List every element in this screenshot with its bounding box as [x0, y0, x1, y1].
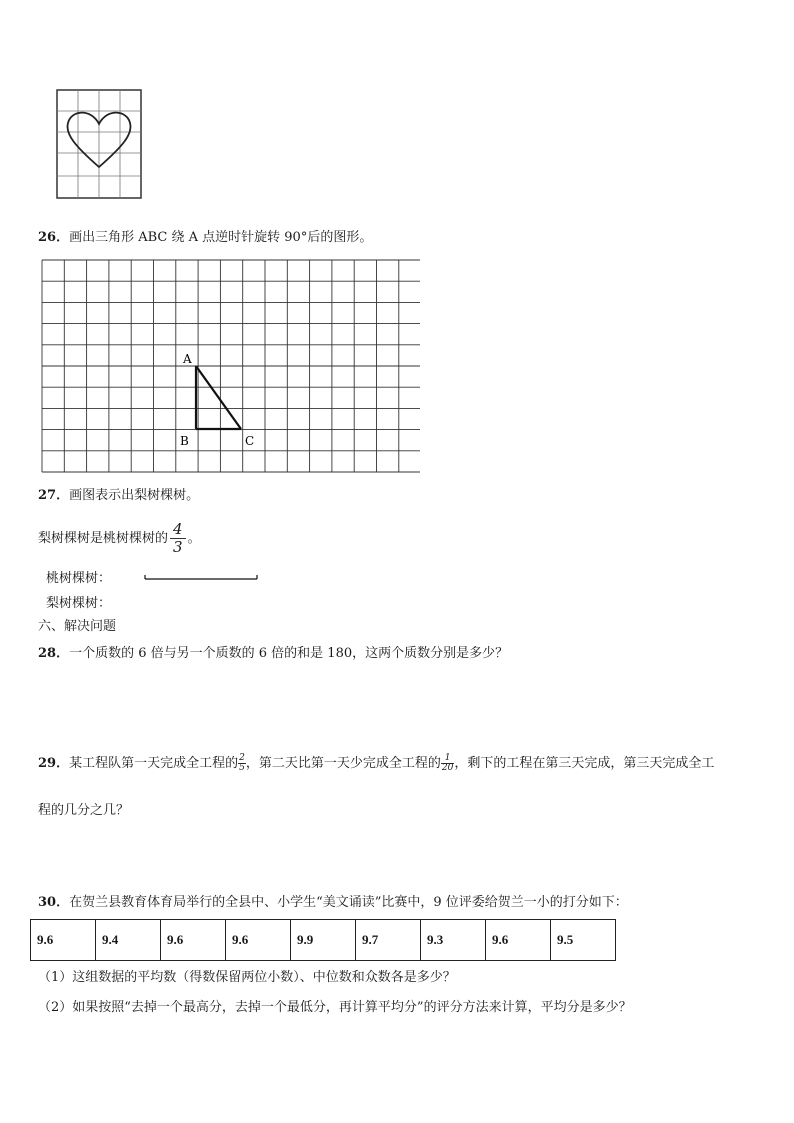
fraction-one-twentieth	[441, 754, 454, 773]
peach-tree-segment	[142, 572, 260, 582]
score-cell: 9.6	[161, 920, 226, 961]
table-row	[31, 920, 616, 961]
fraction-denominator: 5	[239, 763, 245, 773]
peach-tree-row	[46, 567, 111, 586]
fraction-denominator: 20	[441, 763, 454, 773]
score-cell: 9.4	[96, 920, 161, 961]
triangle-side-ac	[196, 366, 241, 429]
score-cell: 9.9	[291, 920, 356, 961]
triangle-grid	[40, 258, 420, 475]
heart-grid-figure	[55, 88, 145, 202]
question-number: 26．	[38, 230, 70, 245]
fraction-denominator: 3	[173, 538, 183, 556]
score-cell: 9.6	[31, 920, 96, 961]
question-number: 27．	[38, 488, 70, 503]
q27-statement	[38, 517, 201, 561]
question-text: 画出三角形 ABC 绕 A 点逆时针旋转 90°后的图形。	[69, 230, 373, 245]
fraction-numerator: 1	[441, 754, 454, 764]
scores-table	[30, 919, 616, 961]
q30-sub2: （2）如果按照“去掉一个最高分，去掉一个最低分，再计算平均分”的评分方法来计算，平均分是多少？	[38, 1000, 632, 1015]
question-number: 28．	[38, 646, 70, 661]
statement-prefix: 梨树棵树是桃树棵树的	[38, 531, 169, 546]
peach-tree-label: 桃树棵树：	[46, 571, 112, 586]
question-number: 29．	[38, 756, 70, 771]
point-a-label: A	[183, 352, 192, 366]
score-cell: 9.6	[486, 920, 551, 961]
question-number: 30．	[38, 895, 70, 910]
pear-tree-row	[46, 592, 111, 611]
point-b-label: B	[180, 434, 189, 448]
fraction-two-fifths	[238, 754, 246, 773]
score-cell: 9.7	[356, 920, 421, 961]
question-27	[38, 487, 199, 505]
question-text: 在贺兰县教育体育局举行的全县中、小学生“美文诵读”比赛中，9 位评委给贺兰一小的打分如下：	[69, 895, 628, 910]
q29-part1: 某工程队第一天完成全工程的	[69, 756, 239, 771]
q29-part2: ，第二天比第一天少完成全工程的	[245, 756, 441, 771]
section-title: 六、解决问题	[38, 619, 117, 634]
question-text: 一个质数的 6 倍与另一个质数的 6 倍的和是 180，这两个质数分别是多少？	[69, 646, 509, 661]
q29-line2: 程的几分之几？	[38, 803, 130, 818]
pear-tree-label: 梨树棵树：	[46, 596, 112, 611]
question-text: 画图表示出梨树棵树。	[69, 488, 200, 503]
score-cell: 9.6	[226, 920, 291, 961]
question-30	[38, 894, 628, 912]
question-29	[38, 752, 714, 776]
fraction-four-thirds	[168, 521, 188, 556]
fraction-numerator: 2	[239, 753, 245, 763]
q29-part3: ，剩下的工程在第三天完成，第三天完成全工	[454, 756, 715, 771]
point-c-label: C	[245, 434, 255, 448]
fraction-numerator: 4	[170, 521, 186, 539]
question-26	[38, 229, 372, 247]
statement-suffix: 。	[187, 531, 201, 546]
q30-sub1: （1）这组数据的平均数（得数保留两位小数）、中位数和众数各是多少？	[38, 970, 456, 985]
question-28	[38, 645, 508, 663]
score-cell: 9.5	[551, 920, 616, 961]
score-cell: 9.3	[421, 920, 486, 961]
